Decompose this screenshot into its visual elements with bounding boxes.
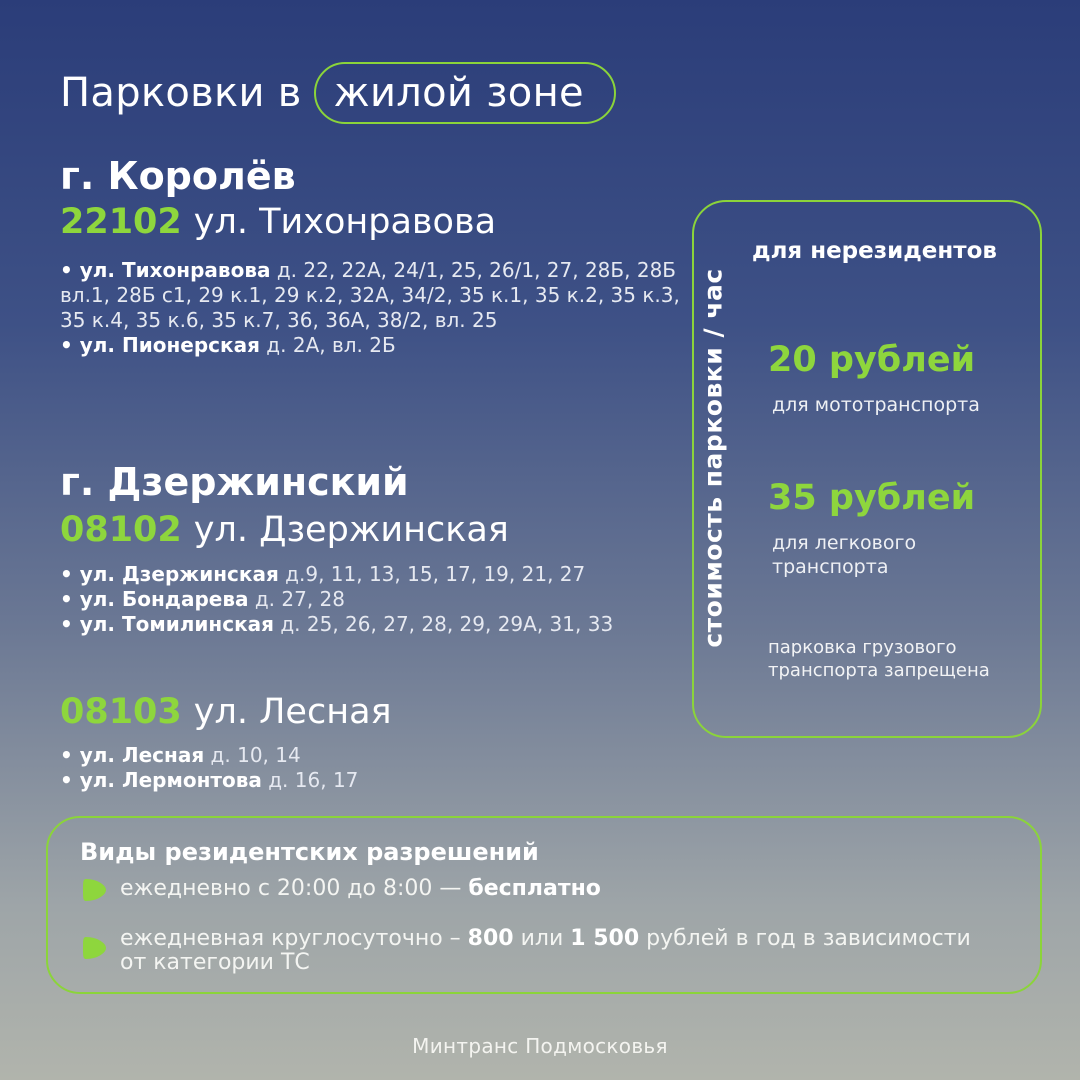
- permit-price: бесплатно: [468, 876, 601, 901]
- permit-text: или: [513, 926, 571, 951]
- address-list-08102: [60, 562, 700, 637]
- permit-price: 1 500: [570, 926, 640, 951]
- permit-text: рублей в год в зависимости от категории ТС: [120, 926, 971, 975]
- zone-name: ул. Тихонравова: [193, 202, 497, 242]
- zone-number: 08102: [60, 510, 182, 550]
- address-houses: д.9, 11, 13, 15, 17, 19, 21, 27: [278, 562, 586, 586]
- zone-header-22102: [60, 202, 496, 242]
- zone-header-08103: [60, 692, 392, 732]
- price-card-vertical-label: стоимость парковки / час: [698, 268, 728, 648]
- address-street: • ул. Дзержинская: [60, 562, 279, 586]
- footer-credit: Минтранс Подмосковья: [412, 1034, 668, 1058]
- permit-text: ежедневная круглосуточно –: [120, 926, 468, 951]
- address-list-22102: [60, 258, 685, 358]
- address-street: • ул. Тихонравова: [60, 258, 271, 282]
- address-item: [60, 562, 700, 587]
- truck-parking-note: парковка грузового транспорта запрещена: [768, 637, 990, 681]
- address-houses: д. 25, 26, 27, 28, 29, 29А, 31, 33: [273, 612, 614, 636]
- bullet-leaf-icon: [80, 934, 108, 962]
- address-item: [60, 768, 685, 793]
- address-houses: д. 10, 14: [204, 743, 301, 767]
- address-street: • ул. Лермонтова: [60, 768, 262, 792]
- address-street: • ул. Лесная: [60, 743, 205, 767]
- address-street: • ул. Пионерская: [60, 333, 260, 357]
- city-name-korolev: г. Королёв: [60, 154, 296, 198]
- address-houses: д. 16, 17: [261, 768, 359, 792]
- address-item: [60, 743, 685, 768]
- price-audience: для нерезидентов: [752, 238, 997, 264]
- zone-name: ул. Дзержинская: [193, 510, 509, 550]
- zone-number: 08103: [60, 692, 182, 732]
- page-title: [60, 62, 616, 124]
- address-street: • ул. Бондарева: [60, 587, 249, 611]
- permit-item: [120, 877, 980, 901]
- address-houses: д. 22, 22А, 24/1, 25, 26/1, 27, 28Б, 28Б вл.1, 28Б с1, 29 к.1, 29 к.2, 32А, 34/2, 35 к.1, 35 к.2, 35 к.3, 35 к.4, 35 к.6, 35 к.7, 36, 36А, 38/2, вл. 25: [60, 258, 680, 332]
- price-moto-note: для мототранспорта: [772, 394, 980, 416]
- permit-item: [120, 927, 980, 975]
- address-item: [60, 258, 685, 333]
- address-houses: д. 27, 28: [248, 587, 345, 611]
- zone-header-08102: [60, 510, 509, 550]
- address-street: • ул. Томилинская: [60, 612, 274, 636]
- permit-text: ежедневно с 20:00 до 8:00 —: [120, 876, 469, 901]
- address-item: [60, 612, 700, 637]
- address-item: [60, 333, 685, 358]
- bullet-leaf-icon: [80, 876, 108, 904]
- city-name-dzerzhinsky: г. Дзержинский: [60, 460, 409, 504]
- title-highlight: жилой зоне: [333, 70, 584, 116]
- price-moto: 20 рублей: [768, 340, 976, 380]
- address-list-08103: [60, 743, 685, 793]
- title-highlight-pill: [314, 62, 616, 124]
- address-houses: д. 2А, вл. 2Б: [259, 333, 396, 357]
- zone-name: ул. Лесная: [193, 692, 392, 732]
- price-car: 35 рублей: [768, 478, 976, 518]
- permit-price: 800: [467, 926, 514, 951]
- resident-permits-title: Виды резидентских разрешений: [80, 838, 539, 866]
- zone-number: 22102: [60, 202, 182, 242]
- title-prefix: Парковки в: [60, 70, 302, 116]
- price-car-note: для легкового транспорта: [772, 532, 917, 578]
- address-item: [60, 587, 700, 612]
